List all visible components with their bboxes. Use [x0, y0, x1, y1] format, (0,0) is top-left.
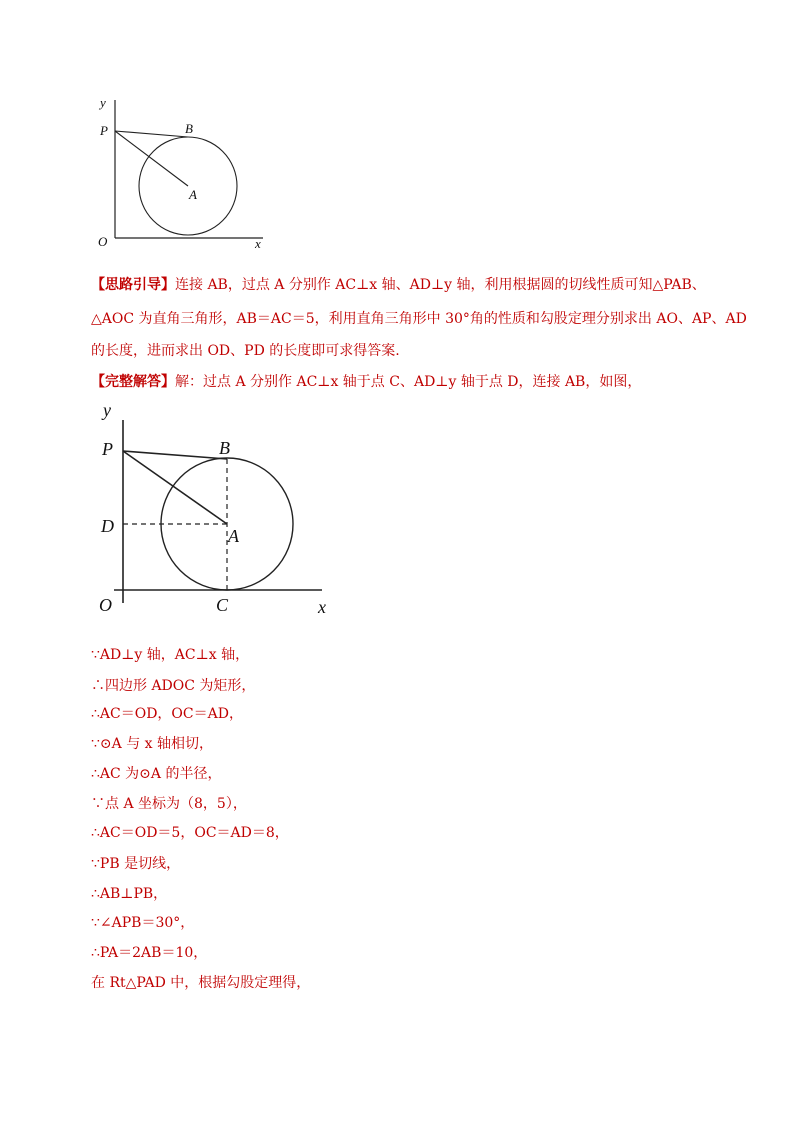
label-x: x [318, 597, 326, 617]
step-7: ∴AC＝OD＝5，OC＝AD＝8， [91, 825, 289, 841]
segment-pa [115, 131, 188, 186]
figure-1 [85, 88, 285, 253]
label-c: C [216, 595, 229, 615]
label-a: A [228, 526, 239, 546]
label-o: O [99, 595, 112, 615]
step-4: ∵⊙A 与 x 轴相切， [91, 736, 213, 752]
step-1: ∵AD⊥y 轴，AC⊥x 轴， [91, 647, 250, 663]
step-8: ∵PB 是切线， [91, 856, 181, 872]
label-a: A [189, 187, 197, 202]
hint-line-3: 的长度，进而求出 OD、PD 的长度即可求得答案. [91, 343, 400, 359]
label-y: y [100, 95, 106, 110]
solution-tag: 【完整解答】 [91, 374, 175, 390]
label-p: P [102, 439, 113, 459]
hint-text-1: 连接 AB，过点 A 分别作 AC⊥x 轴、AD⊥y 轴，利用根据圆的切线性质可知△PAB、 [175, 277, 706, 293]
label-b: B [185, 121, 193, 136]
segment-pb [123, 451, 227, 459]
figure-1-diagram [85, 88, 285, 253]
hint-tag: 【思路引导】 [91, 277, 175, 293]
solution-line [91, 372, 641, 392]
hint-line-2: △AOC 为直角三角形，AB＝AC＝5，利用直角三角形中 30°角的性质和勾股定理分别求出 AO、AP、AD [91, 311, 747, 327]
label-o: O [98, 234, 108, 249]
segment-pa [123, 451, 227, 524]
solution-intro: 解：过点 A 分别作 AC⊥x 轴于点 C、AD⊥y 轴于点 D，连接 AB，如图， [175, 374, 642, 390]
step-6: ∵点 A 坐标为（8，5）， [91, 796, 247, 812]
step-3: ∴AC＝OD，OC＝AD， [91, 706, 243, 722]
figure-2 [92, 398, 352, 620]
label-b: B [219, 438, 230, 458]
label-p: P [100, 123, 108, 138]
segment-pb [115, 131, 188, 137]
step-9: ∴AB⊥PB， [91, 886, 168, 902]
step-11: ∴PA＝2AB＝10， [91, 945, 208, 961]
step-12: 在 Rt△PAD 中，根据勾股定理得， [91, 975, 311, 991]
figure-2-diagram [92, 398, 352, 620]
label-x: x [255, 236, 261, 251]
hint-line-1 [91, 275, 706, 295]
step-10: ∵∠APB＝30°， [91, 915, 195, 931]
label-d: D [101, 516, 114, 536]
step-2: ∴四边形 ADOC 为矩形， [91, 678, 256, 694]
label-y: y [103, 400, 111, 420]
step-5: ∴AC 为⊙A 的半径， [91, 766, 222, 782]
